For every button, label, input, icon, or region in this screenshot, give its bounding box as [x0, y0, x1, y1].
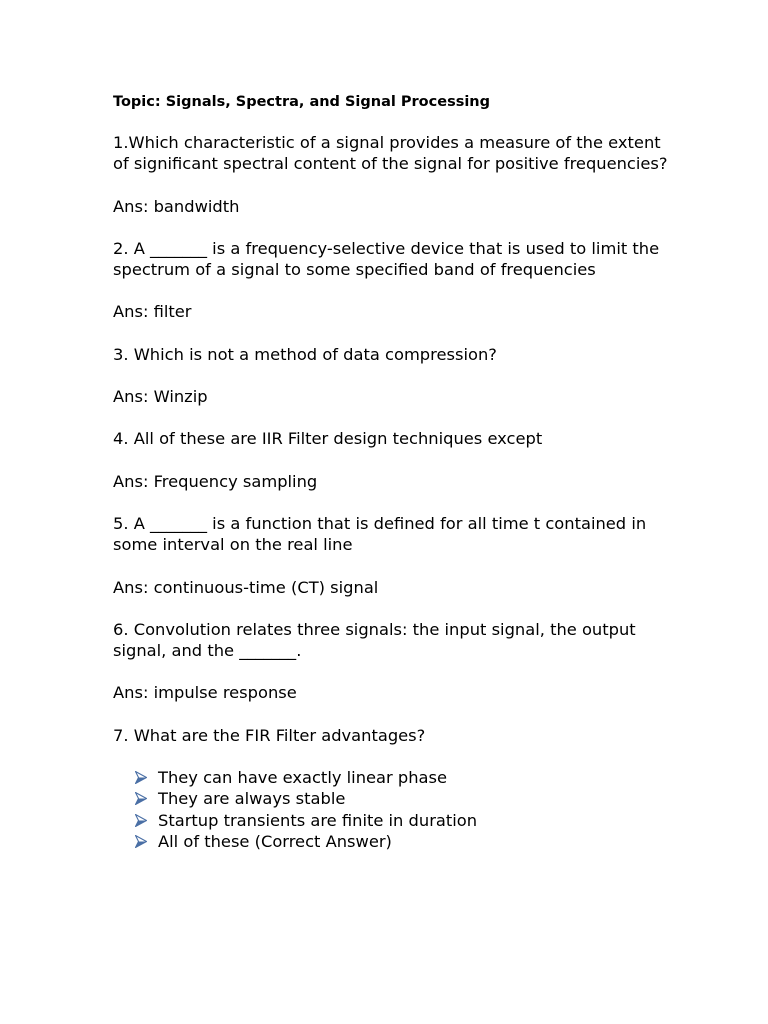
question-2: 2. A _______ is a frequency-selective device that is used to limit the spectrum of a signal to some specified band of frequencies — [113, 238, 660, 280]
question-3: 3. Which is not a method of data compression? — [113, 344, 497, 364]
question-1: 1.Which characteristic of a signal provides a measure of the extent of significant spectral content of the signal for positive frequencies? — [113, 133, 668, 174]
answer-6: Ans: impulse response — [113, 683, 297, 703]
question-5: 5. A _______ is a function that is defined for all time t contained in some interval on the real line — [113, 513, 647, 555]
question-6: 6. Convolution relates three signals: the input signal, the output signal, and the _______. — [113, 619, 636, 661]
list-item — [135, 831, 673, 852]
answer-4: Ans: Frequency sampling — [113, 471, 318, 491]
list-item — [135, 767, 673, 788]
answer-5: Ans: continuous-time (CT) signal — [113, 577, 379, 597]
arrow-bullet-icon — [135, 814, 147, 827]
topic-heading: Topic: Signals, Spectra, and Signal Processing — [113, 94, 491, 110]
answer-options-list — [113, 767, 673, 852]
answer-3: Ans: Winzip — [113, 387, 208, 407]
list-item — [135, 810, 673, 831]
list-item — [135, 788, 673, 809]
answer-1: Ans: bandwidth — [113, 196, 240, 216]
question-7: 7. What are the FIR Filter advantages? — [113, 725, 426, 745]
question-4: 4. All of these are IIR Filter design techniques except — [113, 429, 543, 449]
option-text: They can have exactly linear phase — [158, 768, 448, 788]
option-text: All of these (Correct Answer) — [158, 831, 392, 851]
option-text: Startup transients are finite in duration — [158, 810, 478, 830]
arrow-bullet-icon — [135, 792, 147, 805]
document-page — [113, 91, 673, 852]
answer-2: Ans: filter — [113, 302, 192, 322]
arrow-bullet-icon — [135, 771, 147, 784]
option-text: They are always stable — [158, 789, 346, 809]
arrow-bullet-icon — [135, 835, 147, 848]
